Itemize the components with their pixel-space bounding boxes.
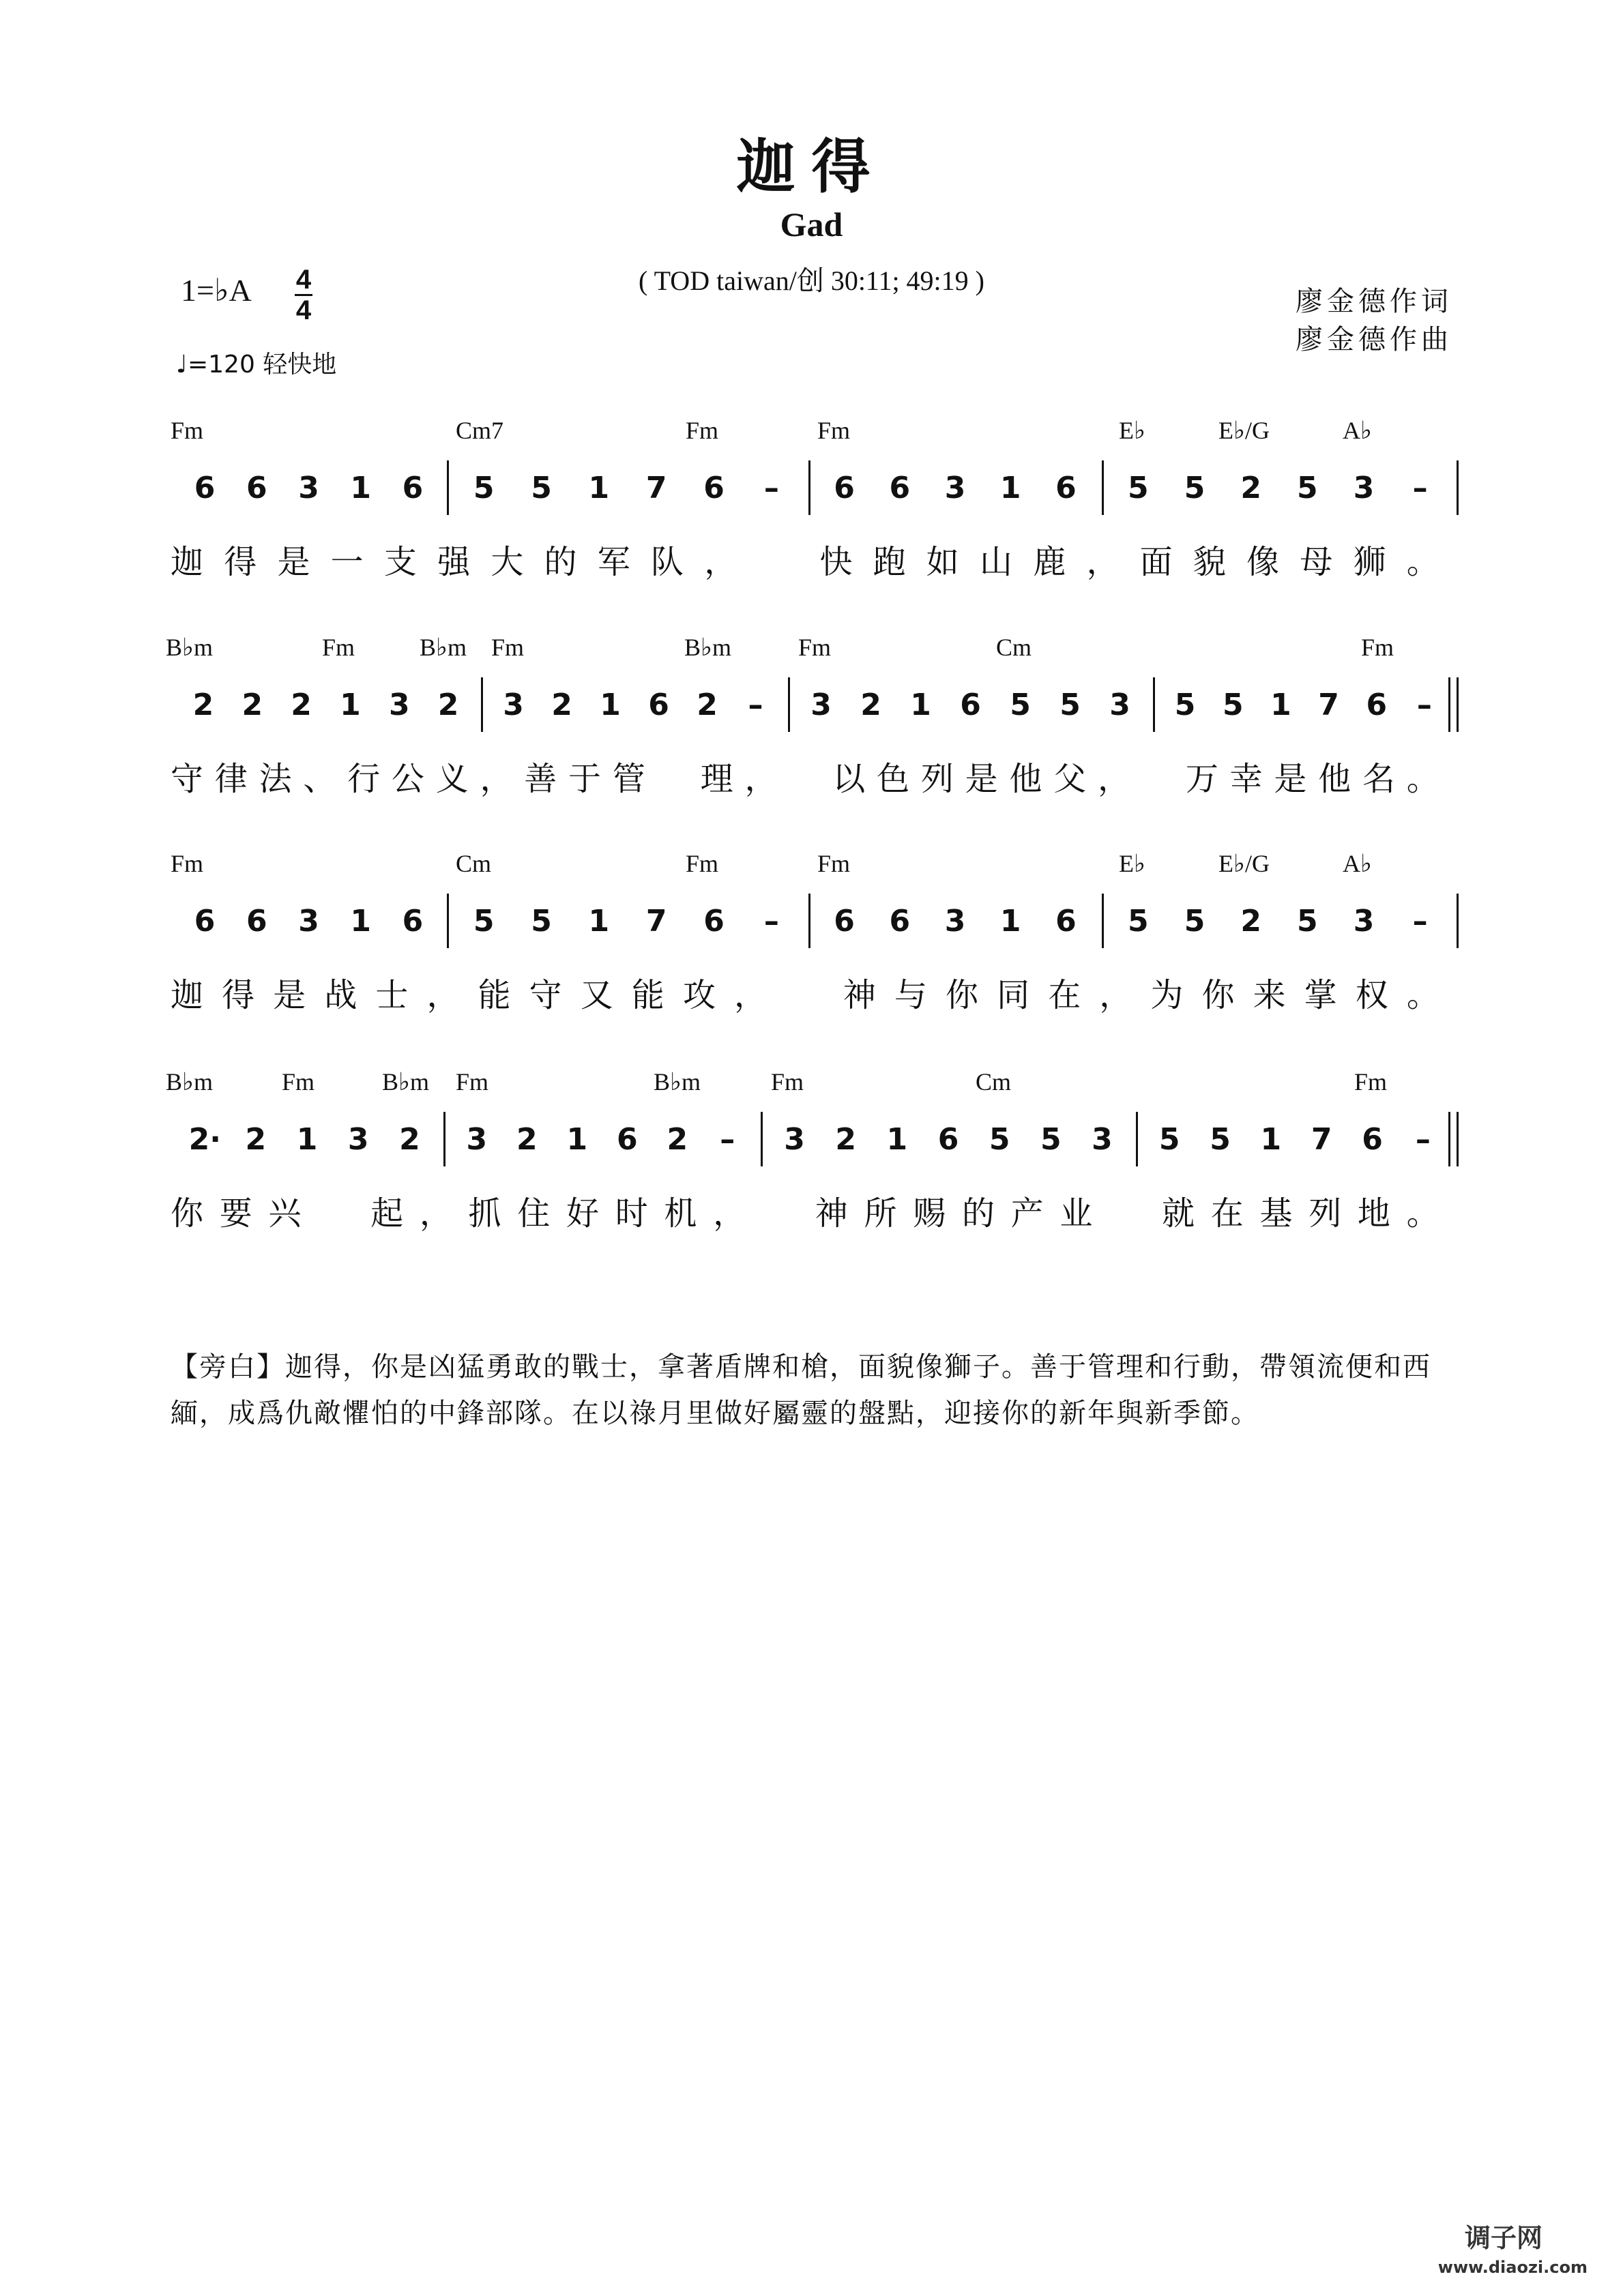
jianpu-note: 2	[437, 688, 459, 722]
jianpu-note: 1	[588, 471, 610, 505]
bar-line	[761, 1112, 763, 1166]
jianpu-note: 3	[1092, 1122, 1113, 1157]
jianpu-note: 2	[242, 688, 263, 722]
jianpu-note: 2	[399, 1122, 420, 1157]
jianpu-note: 2	[291, 688, 312, 722]
jianpu-note: 5	[1059, 688, 1081, 722]
jianpu-note: 1	[566, 1122, 588, 1157]
jianpu-note: 6	[246, 471, 267, 505]
final-bar-line	[1448, 1112, 1450, 1166]
jianpu-note: 1	[600, 688, 621, 722]
jianpu-note: 3	[944, 471, 966, 505]
jianpu-note: 5	[1184, 904, 1205, 939]
jianpu-note: 6	[402, 904, 424, 939]
jianpu-note: 6	[616, 1122, 638, 1157]
jianpu-note: 2	[1240, 471, 1261, 505]
jianpu-note: 5	[531, 904, 552, 939]
jianpu-note: 2	[516, 1122, 538, 1157]
jianpu-note: 2	[697, 688, 718, 722]
chord-symbol: B♭m	[166, 634, 213, 661]
song-title: 迦得	[736, 132, 887, 201]
jianpu-note: 5	[1210, 1122, 1231, 1157]
jianpu-note: 5	[1128, 904, 1149, 939]
jianpu-note: 3	[503, 688, 524, 722]
jianpu-note: 3	[466, 1122, 488, 1157]
jianpu-note: 2·	[188, 1122, 221, 1157]
bar-line	[808, 894, 810, 948]
jianpu-note: 6	[960, 688, 981, 722]
jianpu-note: 5	[1174, 688, 1196, 722]
jianpu-note: 2	[551, 688, 572, 722]
jianpu-note: 5	[473, 471, 495, 505]
jianpu-note: 2	[667, 1122, 688, 1157]
jianpu-note: 5	[1297, 471, 1318, 505]
jianpu-note: 1	[588, 904, 610, 939]
bar-line	[1102, 460, 1104, 515]
jianpu-note: 6	[246, 904, 267, 939]
chord-symbol: Fm	[171, 850, 204, 877]
jianpu-note: 6	[703, 471, 725, 505]
jianpu-note: 3	[388, 688, 410, 722]
bar-line	[1102, 894, 1104, 948]
jianpu-note: –	[1412, 904, 1428, 939]
time-numerator: 4	[295, 265, 312, 295]
jianpu-note: 7	[1318, 688, 1339, 722]
chord-symbol: Fm	[686, 417, 719, 444]
composer-credit: 廖金德作曲	[1296, 324, 1452, 355]
jianpu-note: 6	[1055, 471, 1077, 505]
jianpu-note: 5	[989, 1122, 1010, 1157]
jianpu-note: 6	[648, 688, 669, 722]
bar-line	[1457, 677, 1459, 732]
chord-symbol: A♭	[1343, 417, 1372, 444]
bar-line	[447, 460, 449, 515]
jianpu-note: 6	[889, 904, 911, 939]
jianpu-note: –	[763, 904, 779, 939]
chord-symbol: Cm	[996, 634, 1032, 661]
jianpu-note: 6	[1366, 688, 1388, 722]
jianpu-note: 6	[703, 904, 725, 939]
lyric-line: 你 要 兴 起 ， 抓 住 好 时 机 ， 神 所 赐 的 产 业 就 在 基 列 地 。	[171, 1194, 1439, 1233]
jianpu-note: 5	[1010, 688, 1031, 722]
chord-symbol: Fm	[171, 417, 204, 444]
jianpu-note: 1	[296, 1122, 318, 1157]
watermark-url: www.diaozi.com	[1437, 2258, 1588, 2277]
jianpu-note: 3	[298, 471, 319, 505]
jianpu-note: 7	[645, 904, 667, 939]
bar-line	[1457, 460, 1459, 515]
jianpu-note: 3	[810, 688, 832, 722]
chord-symbol: Fm	[817, 417, 851, 444]
jianpu-note: 6	[834, 904, 855, 939]
chord-symbol: E♭	[1119, 850, 1145, 877]
jianpu-note: 7	[1311, 1122, 1332, 1157]
jianpu-note: –	[1416, 688, 1432, 722]
narration-text: 【旁白】迦得，你是凶猛勇敢的戰士，拿著盾牌和槍，面貌像獅子。善于管理和行動，帶領流便和西緬，成爲仇敵懼怕的中鋒部隊。在以祿月里做好屬靈的盤點，迎接你的新年與新季節。	[171, 1351, 1431, 1429]
chord-symbol: Fm	[491, 634, 525, 661]
bar-line	[1153, 677, 1155, 732]
jianpu-note: 5	[1184, 471, 1205, 505]
lyric-line: 迦 得 是 战 士 ， 能 守 又 能 攻 ， 神 与 你 同 在 ， 为 你 来 掌 权 。	[171, 976, 1439, 1014]
jianpu-note: 6	[1362, 1122, 1383, 1157]
song-subtitle: Gad	[780, 205, 843, 244]
time-signature	[295, 266, 312, 324]
jianpu-note: 1	[350, 471, 371, 505]
bar-line	[1457, 894, 1459, 948]
bar-line	[808, 460, 810, 515]
jianpu-note: 3	[1353, 904, 1375, 939]
jianpu-note: 1	[340, 688, 361, 722]
jianpu-note: –	[720, 1122, 735, 1157]
jianpu-note: 5	[1222, 688, 1244, 722]
key-signature: 1=♭A	[181, 273, 252, 308]
jianpu-note: –	[748, 688, 763, 722]
jianpu-note: 2	[1240, 904, 1261, 939]
bar-line	[481, 677, 483, 732]
jianpu-note: 1	[886, 1122, 908, 1157]
jianpu-note: 2	[245, 1122, 267, 1157]
chord-symbol: Cm	[976, 1068, 1012, 1095]
chord-symbol: B♭m	[382, 1068, 429, 1095]
jianpu-note: –	[763, 471, 779, 505]
jianpu-note: 6	[937, 1122, 959, 1157]
chord-symbol: Fm	[282, 1068, 315, 1095]
jianpu-note: 1	[1260, 1122, 1282, 1157]
tempo-marking: ♩=120 轻快地	[176, 351, 337, 379]
jianpu-note: 1	[999, 904, 1021, 939]
bar-line	[1136, 1112, 1138, 1166]
jianpu-note: 2	[835, 1122, 857, 1157]
jianpu-note: 5	[531, 471, 552, 505]
jianpu-note: 5	[473, 904, 495, 939]
jianpu-note: 5	[1128, 471, 1149, 505]
jianpu-note: 5	[1158, 1122, 1180, 1157]
jianpu-note: 3	[944, 904, 966, 939]
jianpu-note: –	[1412, 471, 1428, 505]
jianpu-note: 6	[1055, 904, 1077, 939]
chord-symbol: Fm	[817, 850, 851, 877]
jianpu-note: 6	[402, 471, 424, 505]
chord-symbol: E♭	[1119, 417, 1145, 444]
jianpu-note: 2	[860, 688, 881, 722]
chord-symbol: Fm	[798, 634, 832, 661]
chord-symbol: A♭	[1343, 850, 1372, 877]
jianpu-note: 1	[1270, 688, 1291, 722]
chord-symbol: Fm	[1361, 634, 1394, 661]
chord-symbol: E♭/G	[1218, 850, 1270, 877]
jianpu-note: 1	[999, 471, 1021, 505]
jianpu-note: 1	[350, 904, 371, 939]
jianpu-note: 7	[645, 471, 667, 505]
jianpu-note: 3	[1109, 688, 1130, 722]
jianpu-note: 1	[910, 688, 931, 722]
jianpu-note: 3	[1353, 471, 1375, 505]
jianpu-note: 3	[784, 1122, 805, 1157]
chord-symbol: Fm	[686, 850, 719, 877]
lyric-line: 迦 得 是 一 支 强 大 的 军 队 ， 快 跑 如 山 鹿 ， 面 貌 像 母 狮 。	[171, 543, 1439, 581]
jianpu-note: 6	[194, 904, 216, 939]
bar-line	[1457, 1112, 1459, 1166]
chord-symbol: B♭m	[654, 1068, 701, 1095]
chord-symbol: E♭/G	[1218, 417, 1270, 444]
watermark-site: 调子网	[1464, 2223, 1542, 2253]
jianpu-note: 6	[194, 471, 216, 505]
jianpu-note: 5	[1297, 904, 1318, 939]
bar-line	[443, 1112, 445, 1166]
lyricist-credit: 廖金德作词	[1296, 286, 1452, 317]
chord-symbol: Fm	[456, 1068, 489, 1095]
bar-line	[788, 677, 790, 732]
chord-symbol: Cm	[456, 850, 492, 877]
scripture-source: ( TOD taiwan/创 30:11; 49:19 )	[639, 265, 984, 296]
chord-symbol: B♭m	[684, 634, 731, 661]
chord-symbol: Cm7	[456, 417, 504, 444]
bar-line	[447, 894, 449, 948]
jianpu-note: –	[1415, 1122, 1431, 1157]
time-denominator: 4	[295, 295, 312, 325]
lyric-line: 守 律 法 、 行 公 义 ， 善 于 管 理 ， 以 色 列 是 他 父 ， 万 幸 是 他 名 。	[171, 760, 1439, 798]
chord-symbol: Fm	[771, 1068, 804, 1095]
jianpu-note: 3	[298, 904, 319, 939]
chord-symbol: B♭m	[166, 1068, 213, 1095]
jianpu-note: 6	[889, 471, 911, 505]
jianpu-note: 3	[347, 1122, 369, 1157]
jianpu-note: 5	[1040, 1122, 1062, 1157]
chord-symbol: Fm	[1354, 1068, 1388, 1095]
jianpu-note: 6	[834, 471, 855, 505]
chord-symbol: B♭m	[420, 634, 467, 661]
jianpu-note: 2	[192, 688, 214, 722]
final-bar-line	[1448, 677, 1450, 732]
chord-symbol: Fm	[322, 634, 355, 661]
